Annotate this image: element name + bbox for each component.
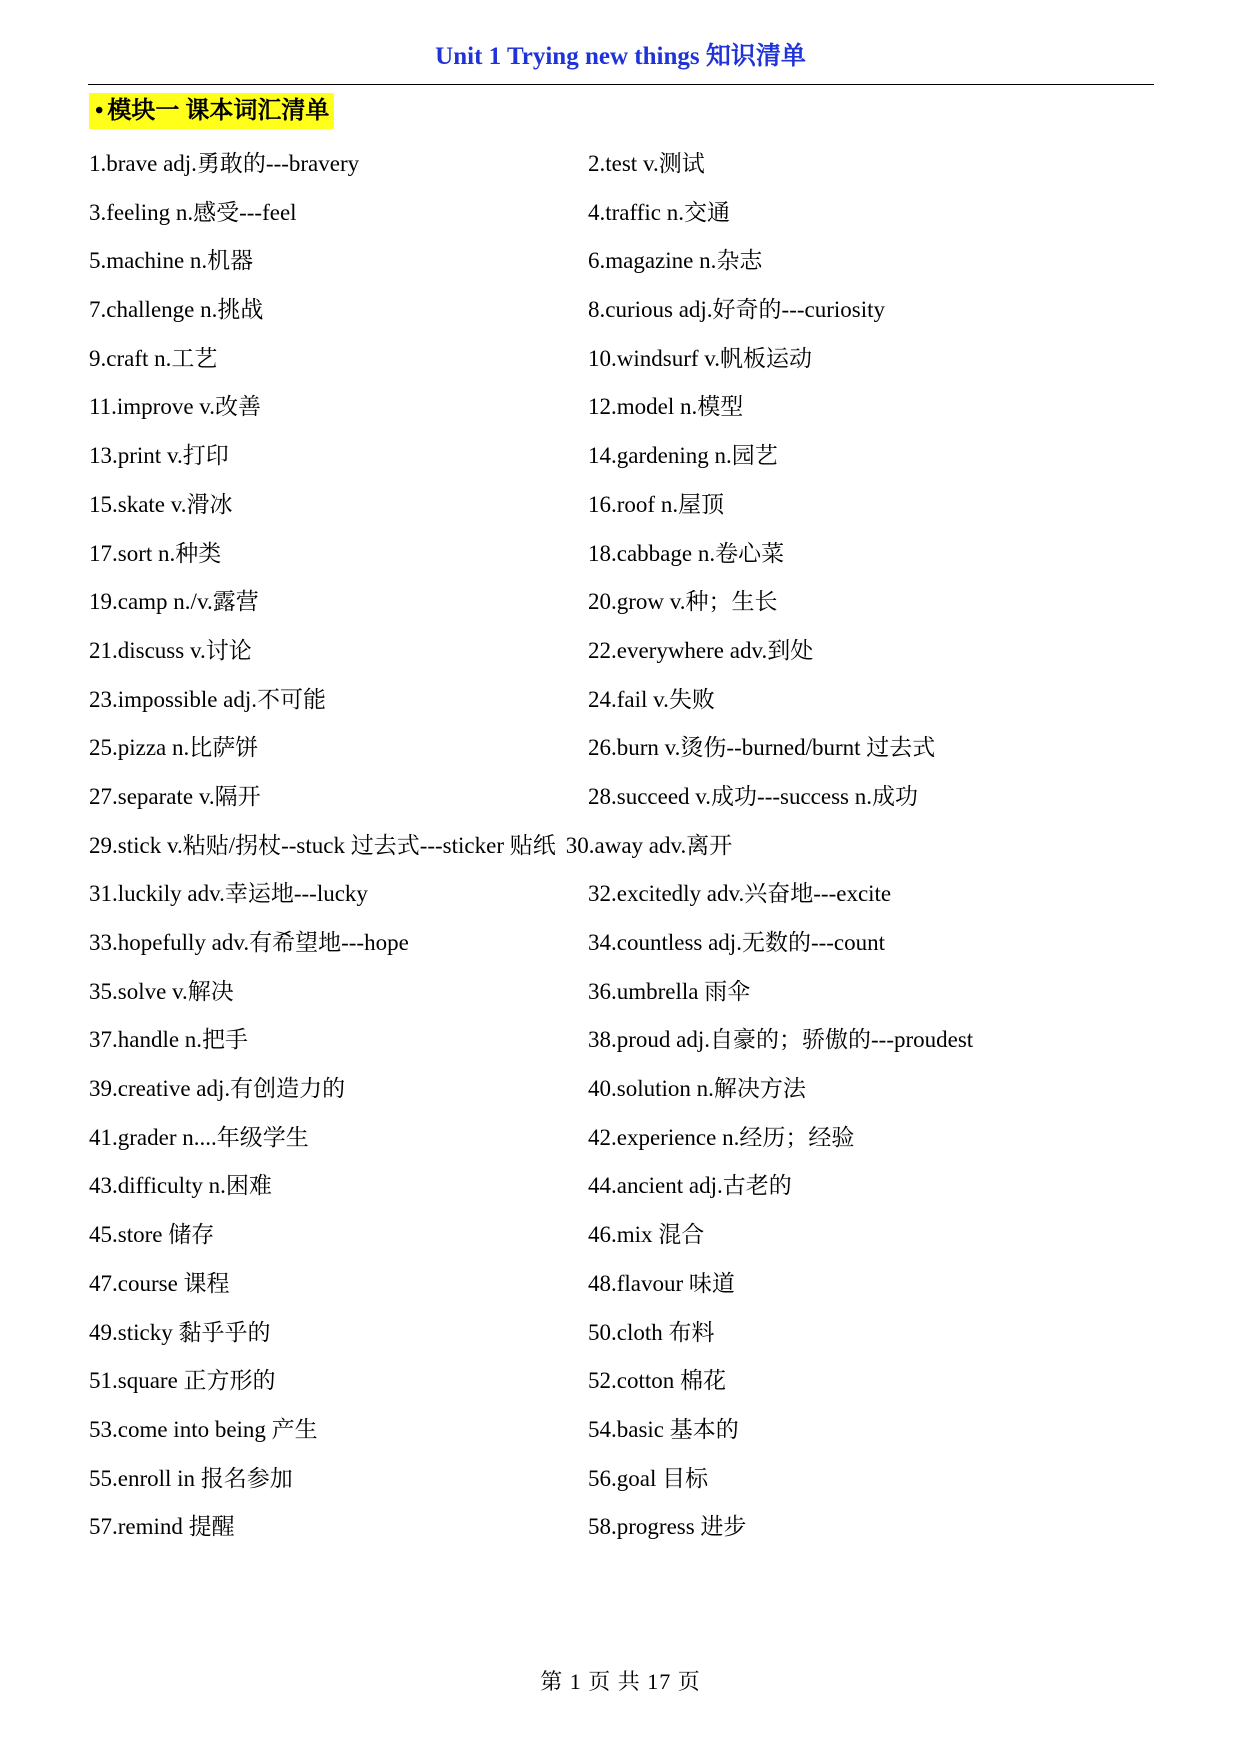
vocab-row bbox=[89, 1065, 1154, 1114]
vocab-entry: 52.cotton 棉花 bbox=[588, 1368, 726, 1394]
vocab-entry: 12.model n.模型 bbox=[588, 394, 744, 420]
vocab-entry: 33.hopefully adv.有希望地---hope bbox=[89, 930, 409, 955]
vocab-row bbox=[89, 1406, 1154, 1455]
vocab-entry: 40.solution n.解决方法 bbox=[588, 1076, 806, 1102]
vocab-entry: 50.cloth 布料 bbox=[588, 1319, 715, 1345]
vocab-entry: 34.countless adj.无数的---count bbox=[588, 930, 886, 955]
vocab-entry: 29.stick v.粘贴/拐杖--stuck 过去式---sticker 贴纸 bbox=[89, 832, 556, 858]
vocab-row bbox=[89, 968, 1154, 1017]
vocab-entry: 41.grader n....年级学生 bbox=[89, 1124, 309, 1150]
vocab-entry: 51.square 正方形的 bbox=[89, 1368, 276, 1394]
vocab-entry: 3.feeling n.感受---feel bbox=[89, 199, 297, 225]
vocab-entry: 58.progress 进步 bbox=[588, 1514, 747, 1540]
vocab-row bbox=[89, 1503, 1154, 1552]
vocab-entry: 39.creative adj.有创造力的 bbox=[89, 1076, 346, 1102]
vocab-entry: 28.succeed v.成功---success n.成功 bbox=[588, 783, 918, 809]
vocab-row bbox=[89, 1455, 1154, 1504]
vocab-row bbox=[89, 1357, 1154, 1406]
vocab-row bbox=[89, 481, 1154, 530]
vocab-row bbox=[89, 140, 1154, 189]
vocab-entry: 47.course 课程 bbox=[89, 1270, 230, 1296]
vocab-entry: 5.machine n.机器 bbox=[89, 248, 254, 274]
vocab-entry: 46.mix 混合 bbox=[588, 1222, 705, 1248]
vocab-entry: 36.umbrella 雨伞 bbox=[588, 978, 751, 1004]
document-title: Unit 1 Trying new things 知识清单 bbox=[435, 43, 806, 70]
vocab-row bbox=[89, 1260, 1154, 1309]
vocab-entry: 19.camp n./v.露营 bbox=[89, 589, 259, 615]
section-label: 模块一 课本词汇清单 bbox=[107, 98, 330, 124]
vocab-entry: 21.discuss v.讨论 bbox=[89, 637, 252, 663]
vocab-entry: 10.windsurf v.帆板运动 bbox=[588, 345, 813, 371]
vocab-row bbox=[89, 1309, 1154, 1358]
vocab-entry: 57.remind 提醒 bbox=[89, 1514, 235, 1540]
vocab-entry: 1.brave adj.勇敢的---bravery bbox=[89, 151, 360, 176]
vocab-entry: 49.sticky 黏乎乎的 bbox=[89, 1319, 271, 1345]
vocab-entry: 38.proud adj.自豪的；骄傲的---proudest bbox=[588, 1027, 974, 1053]
vocabulary-list bbox=[89, 140, 1154, 1552]
vocab-entry: 35.solve v.解决 bbox=[89, 978, 234, 1004]
vocab-entry: 14.gardening n.园艺 bbox=[588, 443, 778, 469]
vocab-entry: 8.curious adj.好奇的---curiosity bbox=[588, 297, 886, 323]
page-number: 第 1 页 共 17 页 bbox=[540, 1669, 701, 1694]
vocab-entry: 20.grow v.种；生长 bbox=[588, 589, 778, 615]
vocab-entry: 24.fail v.失败 bbox=[588, 686, 715, 712]
vocab-row bbox=[89, 286, 1154, 335]
vocab-entry: 56.goal 目标 bbox=[588, 1465, 709, 1491]
vocab-entry: 37.handle n.把手 bbox=[89, 1027, 249, 1053]
vocab-entry: 25.pizza n.比萨饼 bbox=[89, 735, 259, 761]
vocab-entry: 53.come into being 产生 bbox=[89, 1416, 318, 1442]
vocab-entry: 54.basic 基本的 bbox=[588, 1416, 739, 1442]
vocab-entry: 22.everywhere adv.到处 bbox=[588, 637, 814, 663]
vocab-entry: 4.traffic n.交通 bbox=[588, 199, 731, 225]
section-heading bbox=[89, 93, 334, 129]
vocab-entry: 31.luckily adv.幸运地---lucky bbox=[89, 881, 368, 907]
vocab-row bbox=[89, 676, 1154, 725]
vocab-row bbox=[89, 822, 1154, 871]
vocab-entry: 27.separate v.隔开 bbox=[89, 783, 261, 809]
vocab-entry: 42.experience n.经历；经验 bbox=[588, 1124, 855, 1150]
vocab-row bbox=[89, 530, 1154, 579]
vocab-entry: 9.craft n.工艺 bbox=[89, 345, 218, 371]
vocab-entry: 23.impossible adj.不可能 bbox=[89, 686, 327, 712]
vocab-row bbox=[89, 335, 1154, 384]
vocab-entry: 32.excitedly adv.兴奋地---excite bbox=[588, 881, 892, 907]
vocab-row bbox=[89, 432, 1154, 481]
vocab-row bbox=[89, 237, 1154, 286]
vocab-row bbox=[89, 1211, 1154, 1260]
vocab-row bbox=[89, 578, 1154, 627]
vocab-row bbox=[89, 383, 1154, 432]
vocab-entry: 6.magazine n.杂志 bbox=[588, 248, 763, 274]
vocab-entry: 48.flavour 味道 bbox=[588, 1270, 735, 1296]
vocab-row bbox=[89, 1114, 1154, 1163]
vocab-entry: 16.roof n.屋顶 bbox=[588, 491, 725, 517]
vocab-row bbox=[89, 1016, 1154, 1065]
vocab-entry: 2.test v.测试 bbox=[588, 151, 705, 176]
vocab-row bbox=[89, 627, 1154, 676]
vocab-entry: 15.skate v.滑冰 bbox=[89, 491, 233, 517]
vocab-entry: 26.burn v.烫伤--burned/burnt 过去式 bbox=[588, 735, 936, 761]
vocab-entry: 7.challenge n.挑战 bbox=[89, 297, 264, 323]
header-rule bbox=[88, 84, 1154, 85]
vocab-row bbox=[89, 189, 1154, 238]
bullet-icon: • bbox=[95, 98, 104, 124]
vocab-entry: 18.cabbage n.卷心菜 bbox=[588, 540, 785, 566]
vocab-entry: 55.enroll in 报名参加 bbox=[89, 1465, 293, 1491]
vocab-entry: 30.away adv.离开 bbox=[565, 832, 733, 858]
vocab-entry: 11.improve v.改善 bbox=[89, 394, 262, 420]
vocab-entry: 45.store 储存 bbox=[89, 1222, 215, 1248]
vocab-entry: 17.sort n.种类 bbox=[89, 540, 222, 566]
vocab-entry: 13.print v.打印 bbox=[89, 443, 229, 469]
vocab-row bbox=[89, 724, 1154, 773]
vocab-row bbox=[89, 919, 1154, 968]
vocab-row bbox=[89, 773, 1154, 822]
vocab-entry: 43.difficulty n.困难 bbox=[89, 1173, 272, 1199]
vocab-entry: 44.ancient adj.古老的 bbox=[588, 1173, 792, 1199]
vocab-row bbox=[89, 870, 1154, 919]
vocab-row-inline bbox=[89, 833, 732, 858]
vocab-row bbox=[89, 1162, 1154, 1211]
